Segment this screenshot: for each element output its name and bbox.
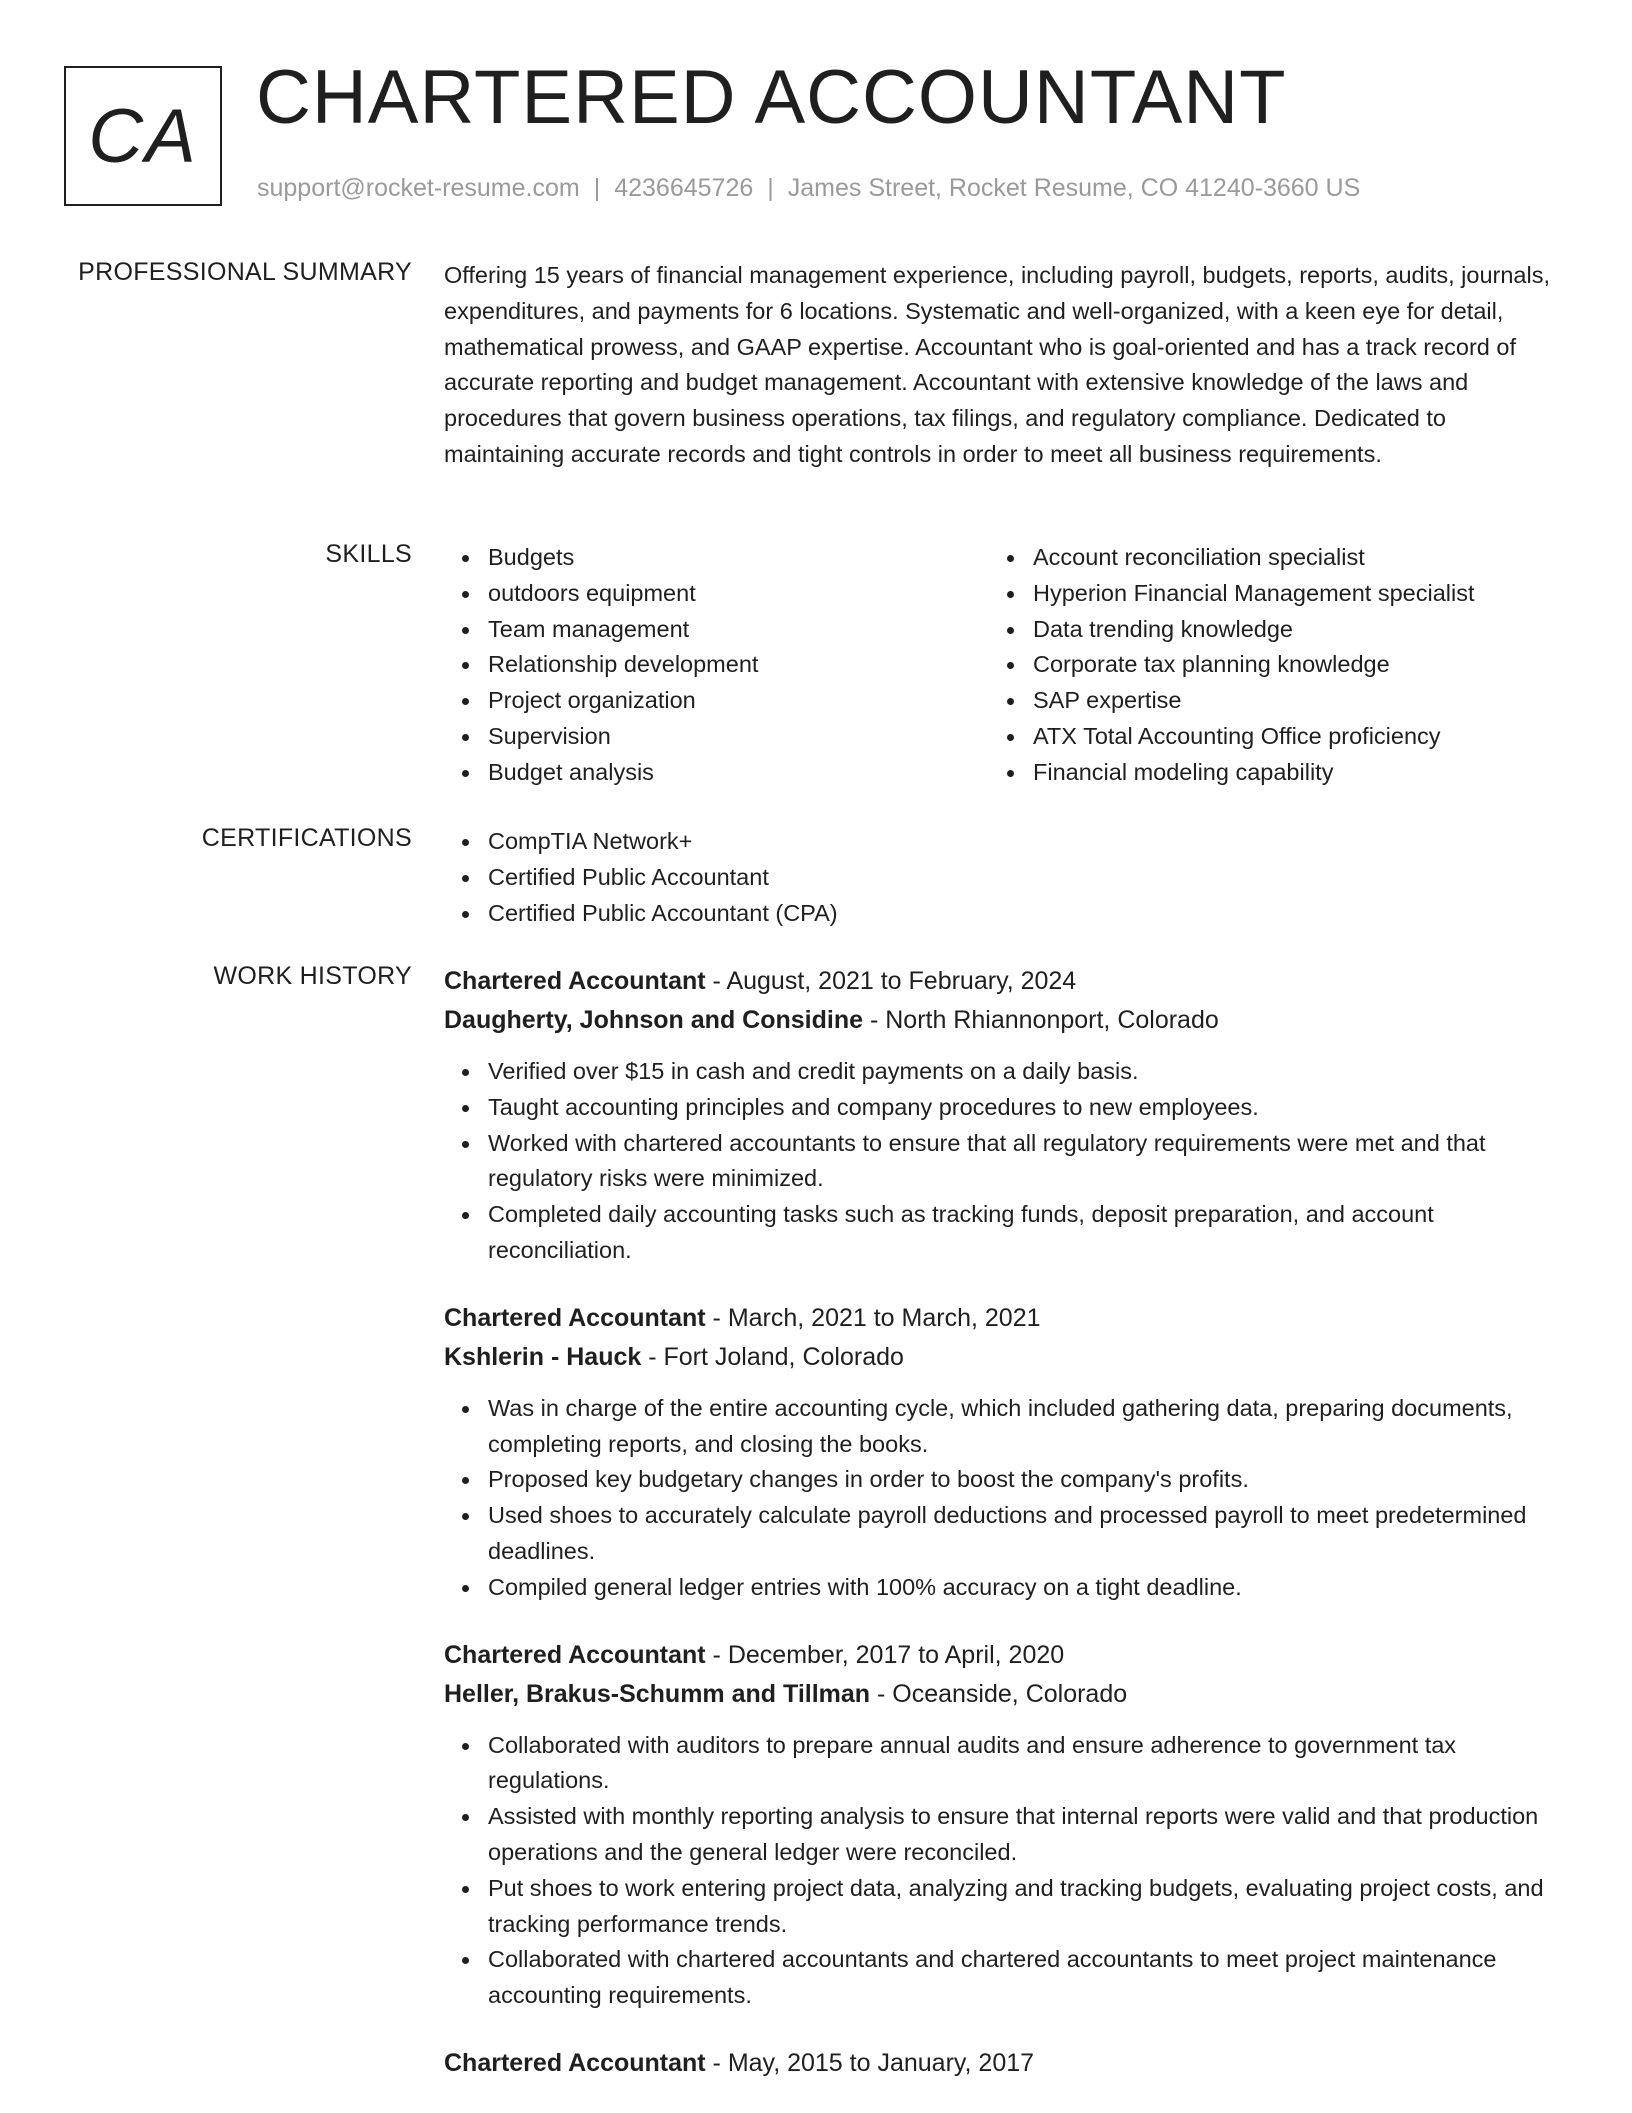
skill-item: Project organization <box>488 683 989 719</box>
job-company-line <box>444 1338 1564 1377</box>
summary-text: Offering 15 years of financial management experience, including payroll, budgets, reports, audits, journals, expenditures, and payments for 6 locations. Systematic and well-organized, with a keen eye for detail, mathematical prowess, and GAAP expertise. Accountant who is goal-oriented and has a track record of accurate reporting and budget management. Accountant with extensive knowledge of the laws and procedures that govern business operations, tax filings, and regulatory compliance. Dedicated to maintaining accurate records and tight controls in order to meet all business requirements. <box>444 262 1551 467</box>
job-title: Chartered Accountant <box>444 2048 706 2077</box>
job-bullet: Collaborated with auditors to prepare annual audits and ensure adherence to government tax regulations. <box>488 1728 1564 1800</box>
job-location: - North Rhiannonport, Colorado <box>863 1006 1219 1034</box>
skill-item: SAP expertise <box>1033 683 1534 719</box>
job-dates: - December, 2017 to April, 2020 <box>705 1640 1065 1669</box>
skill-item: Supervision <box>488 719 989 755</box>
certifications-list <box>444 824 1564 931</box>
contact-separator: | <box>593 174 601 202</box>
certification-item: CompTIA Network+ <box>488 824 1564 860</box>
job-bullet: Completed daily accounting tasks such as tracking funds, deposit preparation, and account reconciliation. <box>488 1197 1564 1269</box>
skill-item: outdoors equipment <box>488 576 989 612</box>
skills-list-left <box>444 540 989 791</box>
skill-item: ATX Total Accounting Office proficiency <box>1033 719 1534 755</box>
job-location: - Fort Joland, Colorado <box>641 1342 904 1371</box>
skills-heading: SKILLS <box>325 540 412 568</box>
certifications-body <box>444 824 1564 931</box>
job-entry <box>444 2044 1564 2083</box>
job-bullet-list <box>444 1054 1564 1269</box>
job-company-line <box>444 1675 1564 1714</box>
job-title-line <box>444 962 1564 1001</box>
job-bullet: Used shoes to accurately calculate payroll deductions and processed payroll to meet predetermined deadlines. <box>488 1498 1564 1570</box>
job-title: Chartered Accountant <box>444 1303 706 1332</box>
job-bullet: Proposed key budgetary changes in order to boost the company's profits. <box>488 1462 1564 1498</box>
skill-item: Team management <box>488 612 989 648</box>
skill-item: Relationship development <box>488 647 989 683</box>
job-entry <box>444 962 1564 1269</box>
job-bullet: Was in charge of the entire accounting cycle, which included gathering data, preparing documents, completing reports, and closing the books. <box>488 1391 1564 1463</box>
job-bullet: Verified over $15 in cash and credit payments on a daily basis. <box>488 1054 1564 1090</box>
job-bullet-list <box>444 1728 1564 2014</box>
monogram-text: CA <box>88 93 198 179</box>
job-dates: - August, 2021 to February, 2024 <box>705 967 1077 995</box>
job-bullet: Assisted with monthly reporting analysis to ensure that internal reports were valid and that production operations and the general ledger were reconciled. <box>488 1799 1564 1871</box>
skill-item: Hyperion Financial Management specialist <box>1033 576 1534 612</box>
job-bullet: Compiled general ledger entries with 100% accuracy on a tight deadline. <box>488 1570 1564 1606</box>
job-company: Kshlerin - Hauck <box>444 1342 642 1371</box>
job-title-line <box>444 2044 1564 2083</box>
job-title-line <box>444 1636 1564 1675</box>
contact-line <box>257 174 1360 203</box>
skills-body <box>444 540 1564 791</box>
skill-item: Budget analysis <box>488 755 989 791</box>
job-company: Heller, Brakus-Schumm and Tillman <box>444 1679 871 1708</box>
job-title: Chartered Accountant <box>444 967 706 995</box>
job-company: Daugherty, Johnson and Considine <box>444 1006 864 1034</box>
skills-column-right <box>989 540 1534 791</box>
job-dates: - May, 2015 to January, 2017 <box>705 2048 1035 2077</box>
certification-item: Certified Public Accountant <box>488 860 1564 896</box>
skill-item: Data trending knowledge <box>1033 612 1534 648</box>
contact-email: support@rocket-resume.com <box>257 174 580 202</box>
certification-item: Certified Public Accountant (CPA) <box>488 896 1564 932</box>
resume-title: CHARTERED ACCOUNTANT <box>256 55 1287 140</box>
job-title-line <box>444 1299 1564 1338</box>
job-entry <box>444 1299 1564 1606</box>
job-bullet: Taught accounting principles and company procedures to new employees. <box>488 1090 1564 1126</box>
job-bullet: Put shoes to work entering project data, analyzing and tracking budgets, evaluating project costs, and tracking performance trends. <box>488 1871 1564 1943</box>
skill-item: Budgets <box>488 540 989 576</box>
job-bullet: Worked with chartered accountants to ensure that all regulatory requirements were met and that regulatory risks were minimized. <box>488 1126 1564 1198</box>
summary-body <box>444 258 1564 473</box>
monogram-badge <box>64 66 222 206</box>
job-bullet: Collaborated with chartered accountants and chartered accountants to meet project maintenance accounting requirements. <box>488 1942 1564 2014</box>
skills-column-left <box>444 540 989 791</box>
job-entry <box>444 1636 1564 2014</box>
certifications-heading: CERTIFICATIONS <box>201 824 412 852</box>
job-location: - Oceanside, Colorado <box>870 1679 1128 1708</box>
job-title: Chartered Accountant <box>444 1640 706 1669</box>
skill-item: Corporate tax planning knowledge <box>1033 647 1534 683</box>
work-history-heading: WORK HISTORY <box>213 962 412 990</box>
summary-heading: PROFESSIONAL SUMMARY <box>78 258 412 286</box>
work-history-body <box>444 962 1564 2113</box>
skill-item: Financial modeling capability <box>1033 755 1534 791</box>
job-bullet-list <box>444 1391 1564 1606</box>
job-company-line <box>444 1001 1564 1040</box>
contact-separator: | <box>767 174 774 202</box>
skills-list-right <box>989 540 1534 791</box>
contact-phone: 4236645726 <box>614 174 754 202</box>
skill-item: Account reconciliation specialist <box>1033 540 1534 576</box>
job-dates: - March, 2021 to March, 2021 <box>705 1303 1041 1332</box>
contact-address: James Street, Rocket Resume, CO 41240-3660 US <box>787 174 1361 202</box>
